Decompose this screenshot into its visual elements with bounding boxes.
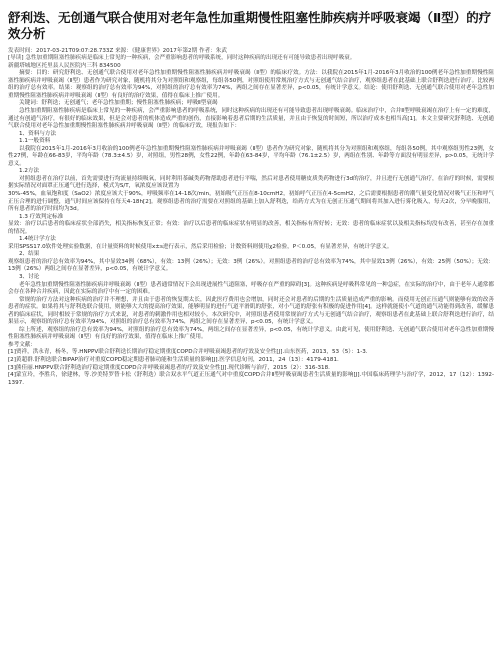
general-data-paragraph: 以我院在2015年1月-2016年3月收治的100例老年急性加重期慢性阻塞性肺疾病并呼吸衰竭（Ⅱ型）患者作为研究对象，随机将其分为对照组和观察组，每组各50例，其中观察组男性23例，女性27例，年龄在66-83岁，平均年龄（78.3±4.5）岁，对照组，男性28例，女性22例，年龄在63-84岁，平均年龄（76.1±2.5）岁，两组在性别、年龄等方面没有明显差异，p>0.05，无统计学意义。 — [8, 145, 494, 167]
criteria-paragraph: 显效：治疗以后患者的临床症状全部消失，相关指标恢复正常；有效：治疗以后患者的临床症状有明显的改善，相关指标有所好转；无效：患者的临床症状以及相关指标均没有改善，甚至存在加重的情况。 — [8, 221, 494, 235]
discussion-paragraph-2: 常规的治疗方法对这种疾病的治疗并不理想，并且由于患者的恢复期太长，因此医疗费用也会增加，同时还会对患者的后期的生活质量造成严重的影响。而使用无创正压通气则能够有效的改善患者的症状。如果将其与舒利迭联合使用，则能够大大的提高治疗效果，能够明显的进行气道平滑肌的舒张，对小气道的舒张有积极的促进作用[4]。这样就能使小气道的通气功能得到改善，缓解患者的临床症状，同时相较于常规的治疗方式来说，对患者的刺激作用也相对较小。本次研究中，对照组患者使用常规治疗方式与无创通气结合治疗，观察组患者在此基础上联合舒利迭进行治疗，结果显示，观察组的治疗总有效率为94%，对照组的治疗总有效率为74%，两组之间存在显著差异，p<0.05，有统计学意义。 — [8, 296, 494, 326]
method-paragraph: 对照组患者在治疗以前，首先需要进行均流量持续吸氧，同时利用茶碱类药物帮助患者进行平喘，然后对患者使用糖皮质类药物进行3d的治疗，并且进行无创通气治疗，在治疗的时候，需要根据实际情况对面罩正压通气进行选择，模式为S/T，氧浓度应该设置为 — [8, 175, 494, 190]
subsection-heading-method: 1.2方法 — [19, 168, 40, 175]
section-heading-results: 2、结果 — [19, 251, 40, 258]
reference-item: [2]黄超群.舒利迭联合BiPAP治疗对重度COPD稳定期患者肺功能和生活质量的影响[J].医学信息旬刊，2011，24（13）：4179-4181. — [8, 357, 339, 363]
reference-item: [1]贾祥，洪永青，杨冬，等.HNPPV联合舒利迭长期治疗稳定期重度COPD合并呼吸衰竭患者的疗效及安全性[J].山东医药，2013，53（5）：1-3. — [8, 349, 368, 356]
publish-line: 发表时间：2017-03-21T09:07:28.733Z 来源：《健康世界》2017年第2期 作者：朱武 — [8, 48, 227, 54]
section-heading-materials: 1、资料与方法 — [19, 130, 57, 137]
abstract: 摘要：目的：研究舒利迭、无创通气联合使用对老年急性加重期慢性阻塞性肺疾病并呼吸衰竭（Ⅱ型）的临床疗效。方法：以我院在2015年1月-2016年3月收治的100例老年急性加重期慢性阻塞性肺疾病并呼吸衰竭（Ⅱ型）患者作为研究对象，随机将其分为对照组和观察组，每组各50例，对照组使用常规治疗方式与无创通气结合治疗，观察组患者在此基础上联合舒利迭进行治疗。比较两组的治疗总有效率。结果：观察组的治疗总有效率为94%，对照组的治疗总有效率为74%，两组之间存在显著差异，p<0.05，有统计学意义。结论：使用舒利迭、无创通气联合使用对老年急性加重期慢性阻塞性肺疾病并呼吸衰竭（Ⅱ型）有良好的治疗效果，值得在临床上推广使用。 — [8, 70, 494, 99]
references — [8, 342, 494, 387]
results-paragraph: 观察组患者的治疗总有效率为94%，其中显效34例（68%），有效：13例（26%）；无效：3例（26%）。对照组患者的治疗总有效率为74%，其中显效13例（26%），有效：25例（50%）；无效：13例（26%）两组之间存在显著差异，p<0.05，有统计学意义。 — [8, 258, 494, 273]
article-meta — [8, 48, 494, 70]
subsection-heading-criteria: 1.3 疗效判定标准 — [19, 213, 64, 220]
discussion-paragraph-1: 老年急性加重期慢性阻塞性肺疾病并呼吸衰竭（Ⅱ型）患者通常情况下会出现进展性气道阻塞，呼吸存在严重的障碍[3]。这种疾病是呼吸科常见的一种急症，在实际的治疗中，由于老年人通常都会存在各种合并疾病，因此在实际的治疗中有一定的困难。 — [8, 281, 494, 296]
conclusion-paragraph: 综上所述，观察组的治疗总有效率为94%，对照组的治疗总有效率为74%，两组之间存在显著差异，p<0.05，有统计学意义。由此可见，使用舒利迭、无创通气联合使用对老年急性加重期慢性阻塞性肺疾病并呼吸衰竭（Ⅱ型）有良好的治疗效果，值得在临床上推广使用。 — [8, 326, 494, 341]
statistics-paragraph: 采用SPSS17.0软件处理实验数据，在计量资料的时候使用x±s进行表示，然后采用检验；计数资料则使用χ2检验，P＜0.05，有显著差异，有统计学意义。 — [8, 243, 393, 250]
affiliation: 新疆塔城地区托里县人民医院内三科 834500 — [8, 62, 121, 69]
subsection-heading-statistics: 1.4统计学方法 — [19, 236, 56, 243]
subsection-heading-general: 1.1一般资料 — [19, 138, 51, 145]
reference-item: [3]熊佳丽.HNPPV联合舒利迭治疗稳定期重度COPD合并呼吸衰竭患者的疗效及安全性[J].现代诊断与治疗，2015（2）：316-318. — [8, 364, 330, 371]
references-title: 参考文献： — [8, 341, 36, 348]
method-paragraph-cont: 30%-45%，血氧饱和度（SaO2）浓度应该大于90%，呼吸频率在14-18次/min，初始吸气正压在8-10cmH2，初始呼气正压在4-5cmH2，之后需要根据患者的潮气量变化情况对吸气正压和呼气正压合理的进行调整，通气时间应该保持在每天4-18h[2]。观察组患者的治疗需要在对照组的基础上加入舒利迭，给药方式为在无创正压通气期间将其加入进行雾化吸入，每天2次，分早晚服用，所有患者的治疗时间均为3d。 — [8, 190, 494, 213]
guide-line: [导读] 急性加重期阻塞性肺疾病是临床上常见的一种疾病，会严重影响患者的呼吸系统，同时这种疾病的出现还有可能导致患者出现呼吸衰。 — [8, 55, 356, 62]
section-heading-discussion: 3、讨论 — [19, 273, 40, 280]
reference-item: [4]蒙宣玲，李胜兵，徐建林，等.沙美特罗替卡松（舒利迭）联合双水平气道正压通气对中重度COPD合并Ⅱ型呼吸衰竭患者生活质量的影响[J].中国临床药理学与治疗学，2012，17（12）：1392-1397. — [8, 372, 494, 386]
article-title: 舒利迭、无创通气联合使用对老年急性加重期慢性阻塞性肺疾病并呼吸衰竭（Ⅱ型）的疗效分析 — [8, 10, 492, 41]
intro-paragraph: 急性加重期阻塞性肺疾病是临床上常见的一种疾病，会严重影响患者的呼吸系统，同时这种疾病的出现还有可能导致患者出现呼吸衰竭。临床治疗中，合并Ⅱ型呼吸衰竭在治疗上有一定的难度，通过有创通气治疗，有很好的临床效果，但是会对患者的机体造成严重的创伤，直接影响着患者后期的生活质量，并且由于恢复的时间短，所以治疗成本也相当高[1]。本文主要研究舒利迭、无创通气联合使用对老年急性加重期慢性阻塞性肺疾病并呼吸衰竭（Ⅱ型）的临床疗效，现报告如下： — [8, 107, 494, 130]
keywords: 关键词：舒利迭；无创通气；老年急性加重期；慢性阻塞性肺疾病；呼吸Ⅱ型衰竭 — [19, 100, 218, 107]
article-body — [8, 70, 494, 387]
